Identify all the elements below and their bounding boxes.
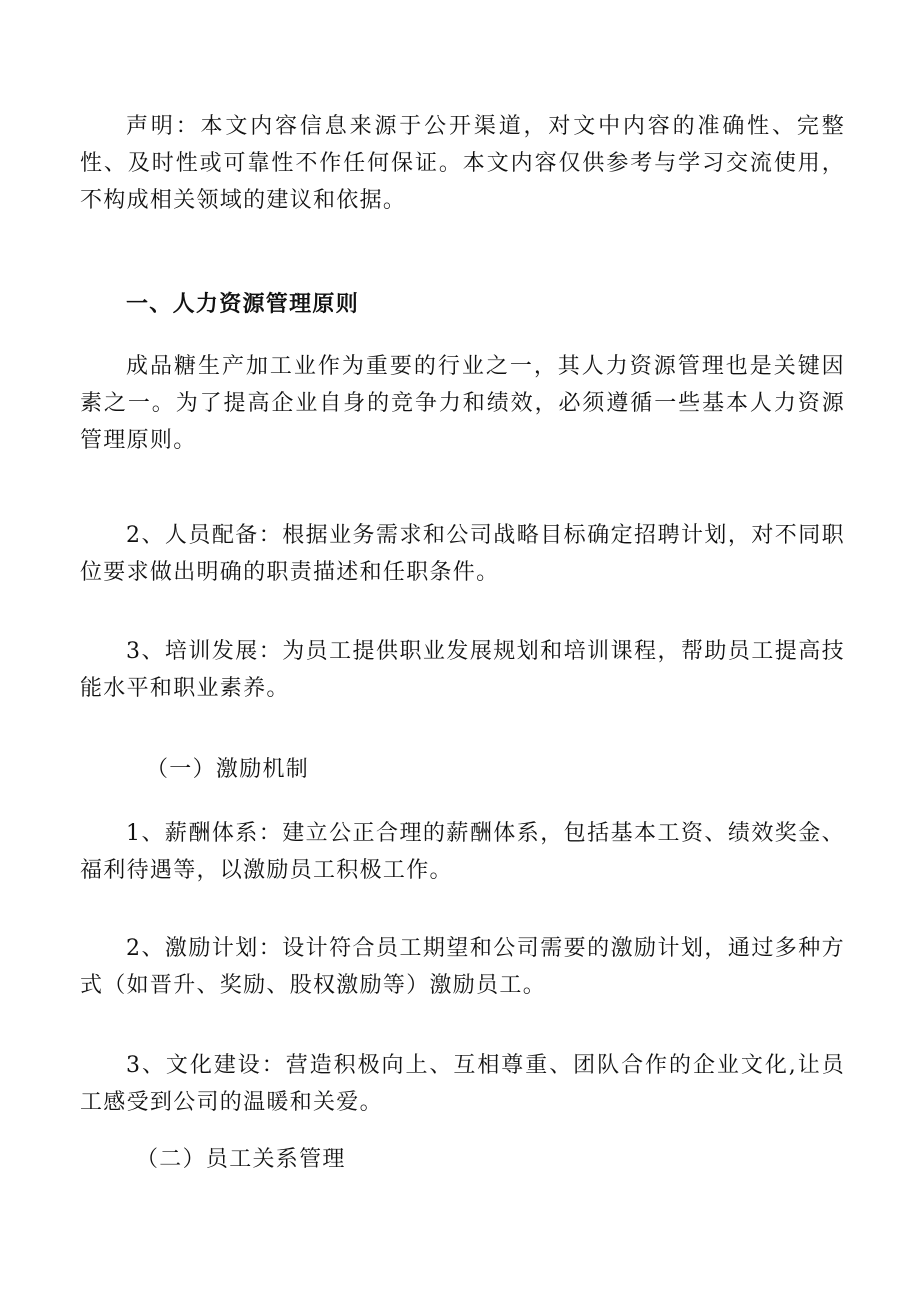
training-paragraph: 3、培训发展：为员工提供职业发展规划和培训课程，帮助员工提高技能水平和职业素养。 [80,639,845,701]
incentive-subheading: （一）激励机制 [146,757,310,782]
culture-paragraph: 3、文化建设：营造积极向上、互相尊重、团队合作的企业文化,让员工感受到公司的温暖和关爱。 [80,1053,845,1115]
salary-paragraph: 1、薪酬体系：建立公正合理的薪酬体系，包括基本工资、绩效奖金、福利待遇等，以激励员工积极工作。 [80,821,845,883]
relations-subheading: （二）员工关系管理 [136,1147,346,1172]
section-heading: 一、人力资源管理原则 [126,291,360,317]
staffing-paragraph: 2、人员配备：根据业务需求和公司战略目标确定招聘计划，对不同职位要求做出明确的职责描述和任职条件。 [80,523,845,585]
intro-paragraph: 成品糖生产加工业作为重要的行业之一，其人力资源管理也是关键因素之一。为了提高企业自身的竞争力和绩效，必须遵循一些基本人力资源管理原则。 [80,354,845,453]
disclaimer-paragraph: 声明：本文内容信息来源于公开渠道，对文中内容的准确性、完整性、及时性或可靠性不作任何保证。本文内容仅供参考与学习交流使用，不构成相关领域的建议和依据。 [80,114,845,213]
incentive-plan-paragraph: 2、激励计划：设计符合员工期望和公司需要的激励计划，通过多种方式（如晋升、奖励、股权激励等）激励员工。 [80,936,845,998]
